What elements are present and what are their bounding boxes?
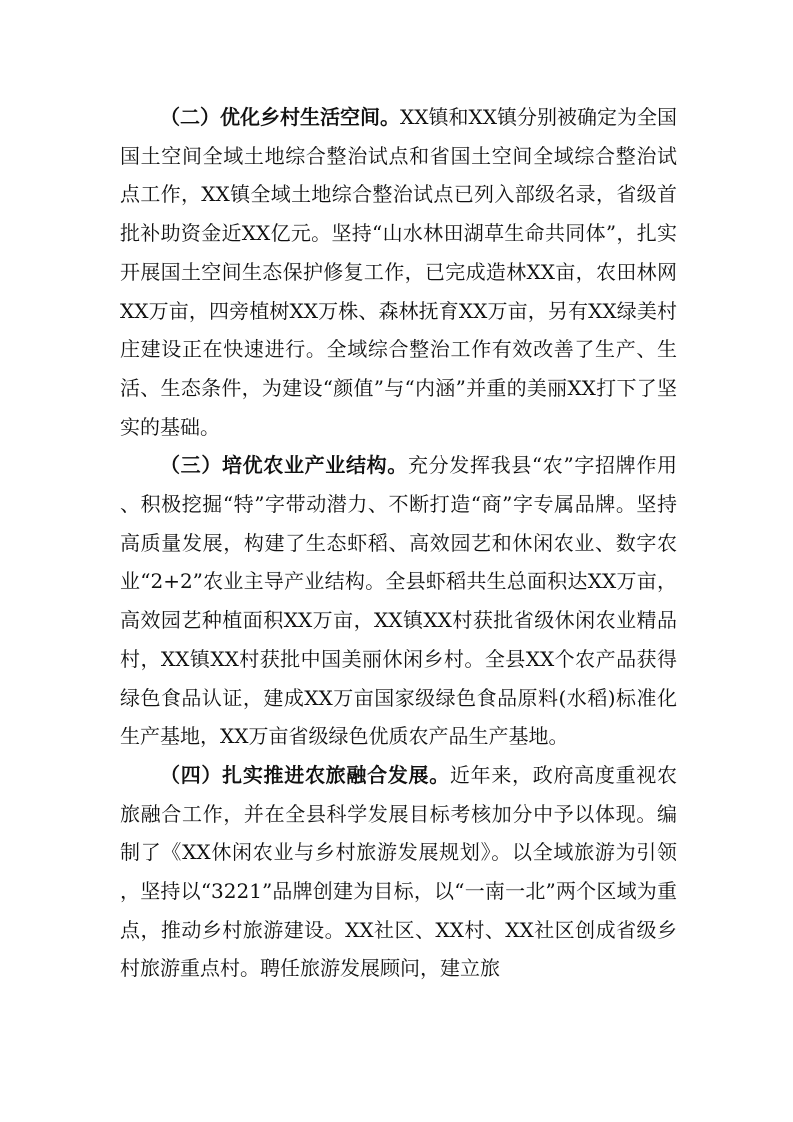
paragraph-agri-tourism [120,756,677,988]
section-heading-living-space: （二）优化乡村生活空间。 [160,105,401,129]
section-heading-industry-structure: （三）培优农业产业结构。 [160,453,408,478]
paragraph-text: 充分发挥我县“农”字招牌作用、积极挖掘“特”字带动潜力、不断打造“商”字专属品牌。坚持高质量发展，构建了生态虾稻、高效园艺和休闲农业、数字农业“2+2”农业主导产业结构。全县虾稻共生总面积达XX万亩，高效园艺种植面积XX万亩，XX镇XX村获批省级休闲农业精品村，XX镇XX村获批中国美丽休闲乡村。全县XX个农产品获得绿色食品认证，建成XX万亩国家级绿色食品原料(水稻)标准化生产基地，XX万亩省级绿色优质农产品生产基地。 [120,453,678,749]
section-heading-agri-tourism: （四）扎实推进农旅融合发展。 [160,762,450,787]
paragraph-text: 近年来，政府高度重视农旅融合工作，并在全县科学发展目标考核加分中予以体现。编制了《XX休闲农业与乡村旅游发展规划》。以全域旅游为引领，坚持以“3221”品牌创建为目标，以“一南一北”两个区域为重点，推动乡村旅游建设。XX社区、XX村、XX社区创成省级乡村旅游重点村。聘任旅游发展顾问，建立旅 [120,762,678,981]
paragraph-text: XX镇和XX镇分别被确定为全国国土空间全域土地综合整治试点和省国土空间全域综合整治试点工作，XX镇全域土地综合整治试点已列入部级名录，省级首批补助资金近XX亿元。坚持“山水林田湖草生命共同体”，扎实开展国土空间生态保护修复工作，已完成造林XX亩，农田林网XX万亩，四旁植树XX万株、森林抚育XX万亩，另有XX绿美村庄建设正在快速进行。全域综合整治工作有效改善了生产、生活、生态条件，为建设“颜值”与“内涵”并重的美丽XX打下了坚实的基础。 [120,105,678,439]
document-body [120,98,677,988]
paragraph-living-space [120,98,677,446]
paragraph-industry-structure [120,446,677,756]
